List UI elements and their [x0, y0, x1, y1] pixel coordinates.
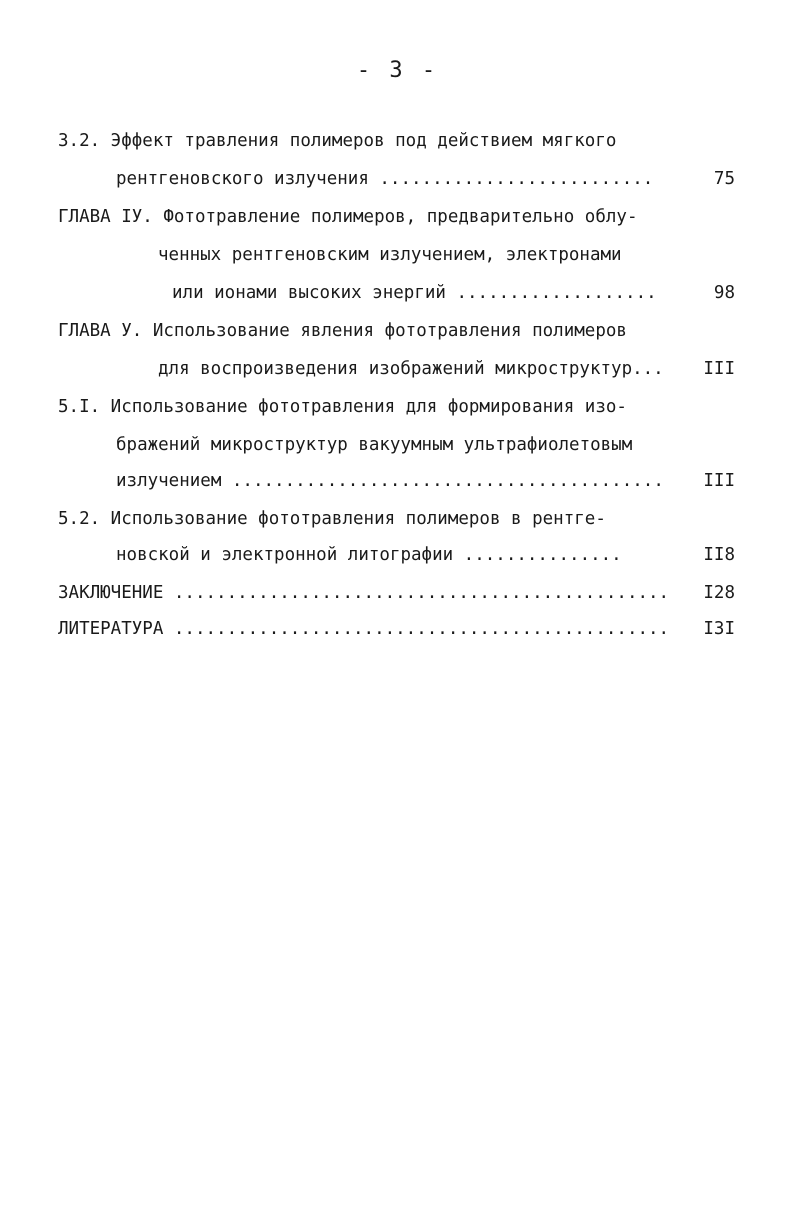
toc-entry-5-1-page: III	[703, 471, 735, 491]
toc-chapter-5-line-2: для воспроизведения изображений микроструктур...	[158, 359, 664, 379]
toc-conclusion-line: ЗАКЛЮЧЕНИЕ ...............................................	[58, 583, 670, 603]
page-number: - 3 -	[356, 58, 439, 83]
toc-entry-5-1-line-1: 5.I. Использование фототравления для формирования изо-	[58, 397, 627, 417]
toc-chapter-4-line-2: ченных рентгеновским излучением, электронами	[158, 245, 622, 265]
toc-conclusion-page: I28	[703, 583, 735, 603]
toc-entry-5-2-line-2: новской и электронной литографии ...............	[116, 545, 622, 565]
toc-literature-page: I3I	[703, 619, 735, 639]
toc-entry-5-1-line-3: излучением .........................................	[116, 471, 664, 491]
toc-chapter-4-line-3: или ионами высоких энергий ...................	[172, 283, 657, 303]
toc-entry-5-2-page: II8	[703, 545, 735, 565]
toc-entry-3-2-line-1: 3.2. Эффект травления полимеров под действием мягкого	[58, 131, 617, 151]
toc-literature-line: ЛИТЕРАТУРА ...............................................	[58, 619, 670, 639]
toc-chapter-5-line-1: ГЛАВА У. Использование явления фототравления полимеров	[58, 321, 627, 341]
toc-chapter-5-page: III	[703, 359, 735, 379]
toc-entry-3-2-line-2: рентгеновского излучения ..........................	[116, 169, 654, 189]
toc-chapter-4-line-1: ГЛАВА IУ. Фототравление полимеров, предварительно облу-	[58, 207, 638, 227]
toc-entry-5-1-line-2: бражений микроструктур вакуумным ультрафиолетовым	[116, 435, 633, 455]
toc-entry-5-2-line-1: 5.2. Использование фототравления полимеров в рентге-	[58, 509, 606, 529]
toc-chapter-4-page: 98	[713, 283, 735, 303]
toc-entry-3-2-page: 75	[713, 169, 735, 189]
